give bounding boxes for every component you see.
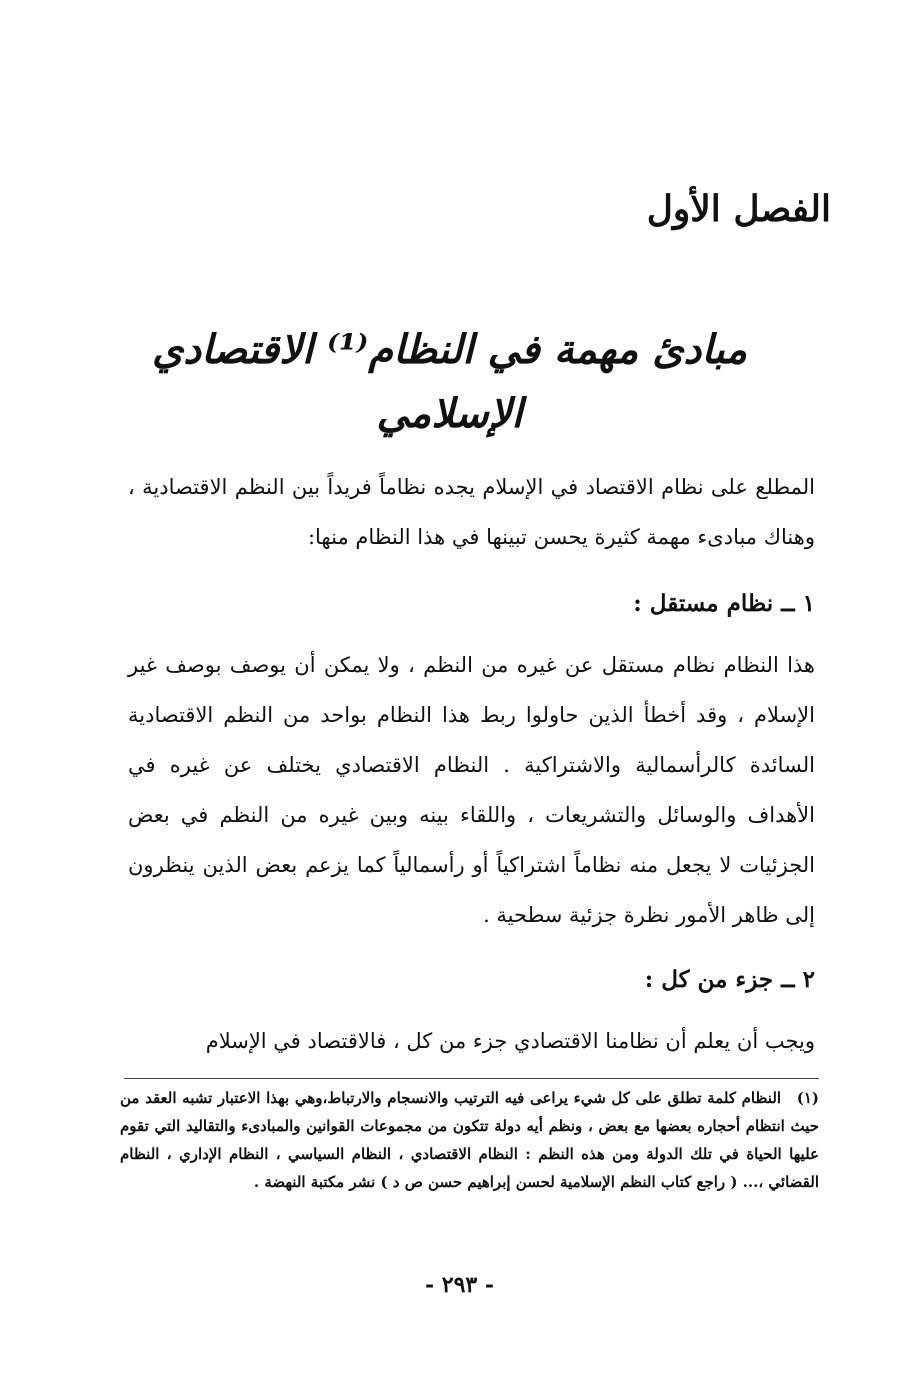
footnote (120, 1084, 819, 1196)
chapter-heading: الفصل الأول (646, 188, 831, 230)
page-number: - ٢٩٣ - (424, 1272, 495, 1298)
page-title: مبادئ مهمة في النظام⁽¹⁾ الاقتصادي الإسلامي (151, 326, 747, 437)
footnote-marker: (١) (796, 1089, 819, 1107)
section-1-text: هذا النظام نظام مستقل عن غيره من النظم ، ولا يمكن أن يوصف بوصف غير الإسلام ، وقد أخطأ الذين حاولوا ربط هذا النظام بواحد من النظم الاقتصادية السائدة كالرأسمالية والاشتراكية . النظام الاقتصادي يختلف عن غيره في الأهداف والوسائل والتشريعات ، واللقاء بينه وبين غيره من النظم في بعض الجزئيات لا يجعل منه نظاماً اشتراكياً أو رأسمالياً كما يزعم بعض الذين ينظرون إلى ظاهر الأمور نظرة جزئية سطحية . (128, 653, 815, 927)
section-2-heading: ٢ ــ جزء من كل : (644, 966, 815, 993)
footnote-text: النظام كلمة تطلق على كل شيء يراعى فيه الترتيب والانسجام والارتباط،وهي بهذا الاعتبار تشبه العقد من حيث انتظام أحجاره بعضها مع بعض ، ونظم أيه دولة تتكون من مجموعات القوانين والمبادىء والتقاليد التي تقوم عليها الحياة في تلك الدولة ومن هذه النظم : النظام الاقتصادي ، النظام السياسي ، النظام الإداري ، النظام القضائي ،... ( راجع كتاب النظم الإسلامية لحسن إبراهيم حسن ص د ) نشر مكتبة النهضة . (120, 1089, 819, 1191)
intro-paragraph: المطلع على نظام الاقتصاد في الإسلام يجده نظاماً فريداً بين النظم الاقتصادية ، وهناك مبادىء مهمة كثيرة يحسن تبينها في هذا النظام منها: (128, 475, 815, 549)
footnote-divider (124, 1078, 819, 1079)
section-2-text: ويجب أن يعلم أن نظامنا الاقتصادي جزء من كل ، فالاقتصاد في الإسلام (205, 1029, 815, 1053)
section-1-heading: ١ ــ نظام مستقل : (633, 590, 815, 617)
